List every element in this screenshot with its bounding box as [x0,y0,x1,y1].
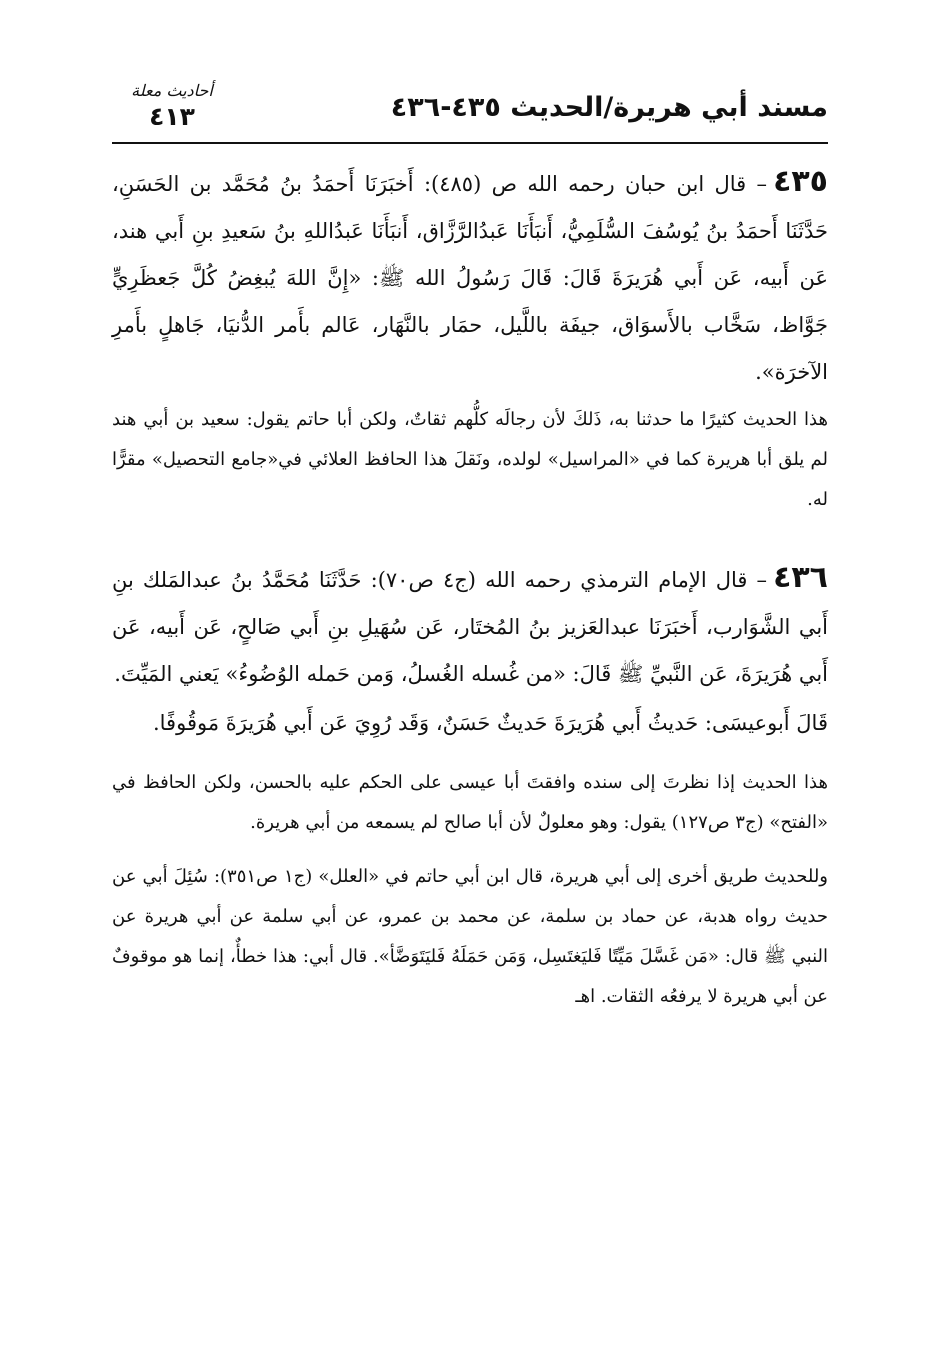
commentary-paragraph: هذا الحديث إذا نظرتَ إلى سنده وافقتَ أبا عيسى على الحكم عليه بالحسن، ولكن الحافظ في «الفتح» (ج٣ ص١٢٧) يقول: وهو معلولٌ لأن أبا صالح لم يسمعه من أبي هريرة. [112,772,828,833]
commentary-paragraph: وللحديث طريق أخرى إلى أبي هريرة، قال ابن أبي حاتم في «العلل» (ج١ ص٣٥١): سُئِلَ أبي عن حديث رواه هدبة، عن حماد بن سلمة، عن محمد بن عمرو، عن أبي سلمة عن أبي هريرة عن النبي ﷺ قال: «مَن غَسَّلَ مَيِّتًا فَليَغتَسِل، وَمَن حَمَلَهُ فَليَتَوَضَّأ». قال أبي: هذا خطأٌ، إنما هو موقوفٌ عن أبي هريرة لا يرفعُه الثقات. اهـ [112,866,828,1007]
hadith-435 [112,158,828,520]
hadith-text [112,158,828,396]
page-content [112,144,828,1017]
hadith-body: – قال الإمام الترمذي رحمه الله (ج٤ ص٧٠): حَدَّثَنَا مُحَمَّدُ بنُ عبدالمَلك بنِ أَبي الشَّوَارب، أَخبَرَنَا عبدالعَزيز بنُ المُختَار، عَن سُهَيلِ بنِ أَبي صَالحٍ، عَن أَبيه، عَن أَبي هُرَيرَةَ، عَن النَّبيِّ ﷺ قَالَ: «من غُسله الغُسلُ، وَمن حَمله الوُضُوءُ» يَعني المَيِّتَ. [112,568,828,686]
hadith-number: ٤٣٦ [773,560,828,595]
header-page-block [112,80,232,132]
header-title: مسند أبي هريرة/الحديث ٤٣٥-٤٣٦ [390,92,828,123]
commentary-paragraph: هذا الحديث كثيرًا ما حدثنا به، ذَلكَ لأن رجالَه كلُّهم ثقاتٌ، ولكن أبا حاتم يقول: سعيد بن أبي هند لم يلق أبا هريرة كما في «المراسيل» لولده، ونَقلَ هذا الحافظ العلائي في«جامع التحصيل» مقرًّا له. [112,409,828,510]
header-note: أحاديث معلة [131,81,213,100]
running-header [112,80,828,144]
hadith-body: – قال ابن حبان رحمه الله ص (٤٨٥): أَخبَرَنَا أَحمَدُ بنُ مُحَمَّد بن الحَسَنِ، حَدَّثَنَا أَحمَدُ بنُ يُوسُفَ السُّلَمِيُّ، أَنبَأَنَا عَبدُالرَّزَّاق، أَنبَأَنَا عَبدُاللهِ بنُ سَعيدِ بنِ أَبي هند، عَن أَبيه، عَن أَبي هُرَيرَةَ قَالَ: قَالَ رَسُولُ الله ﷺ: «إِنَّ اللهَ يُبغِضُ كُلَّ جَعظَرِيٍّ جَوَّاظ، سَخَّاب بالأَسوَاق، جيفَة باللَّيل، حمَار بالنَّهَار، عَالم بأَمر الدُّنيَا، جَاهلٍ بأَمرِ الآخرَة». [112,172,828,384]
hadith-number: ٤٣٥ [773,164,828,199]
hadith-436 [112,554,828,1017]
tirmidhi-grading: قَالَ أَبوعيسَى: حَديثُ أَبي هُرَيرَةَ حَديثٌ حَسَنٌ، وَقَد رُوِيَ عَن أَبي هُرَيرَةَ مَوقُوفًا. [152,711,828,735]
page-number: ٤١٣ [149,102,195,131]
hadith-text [112,554,828,698]
